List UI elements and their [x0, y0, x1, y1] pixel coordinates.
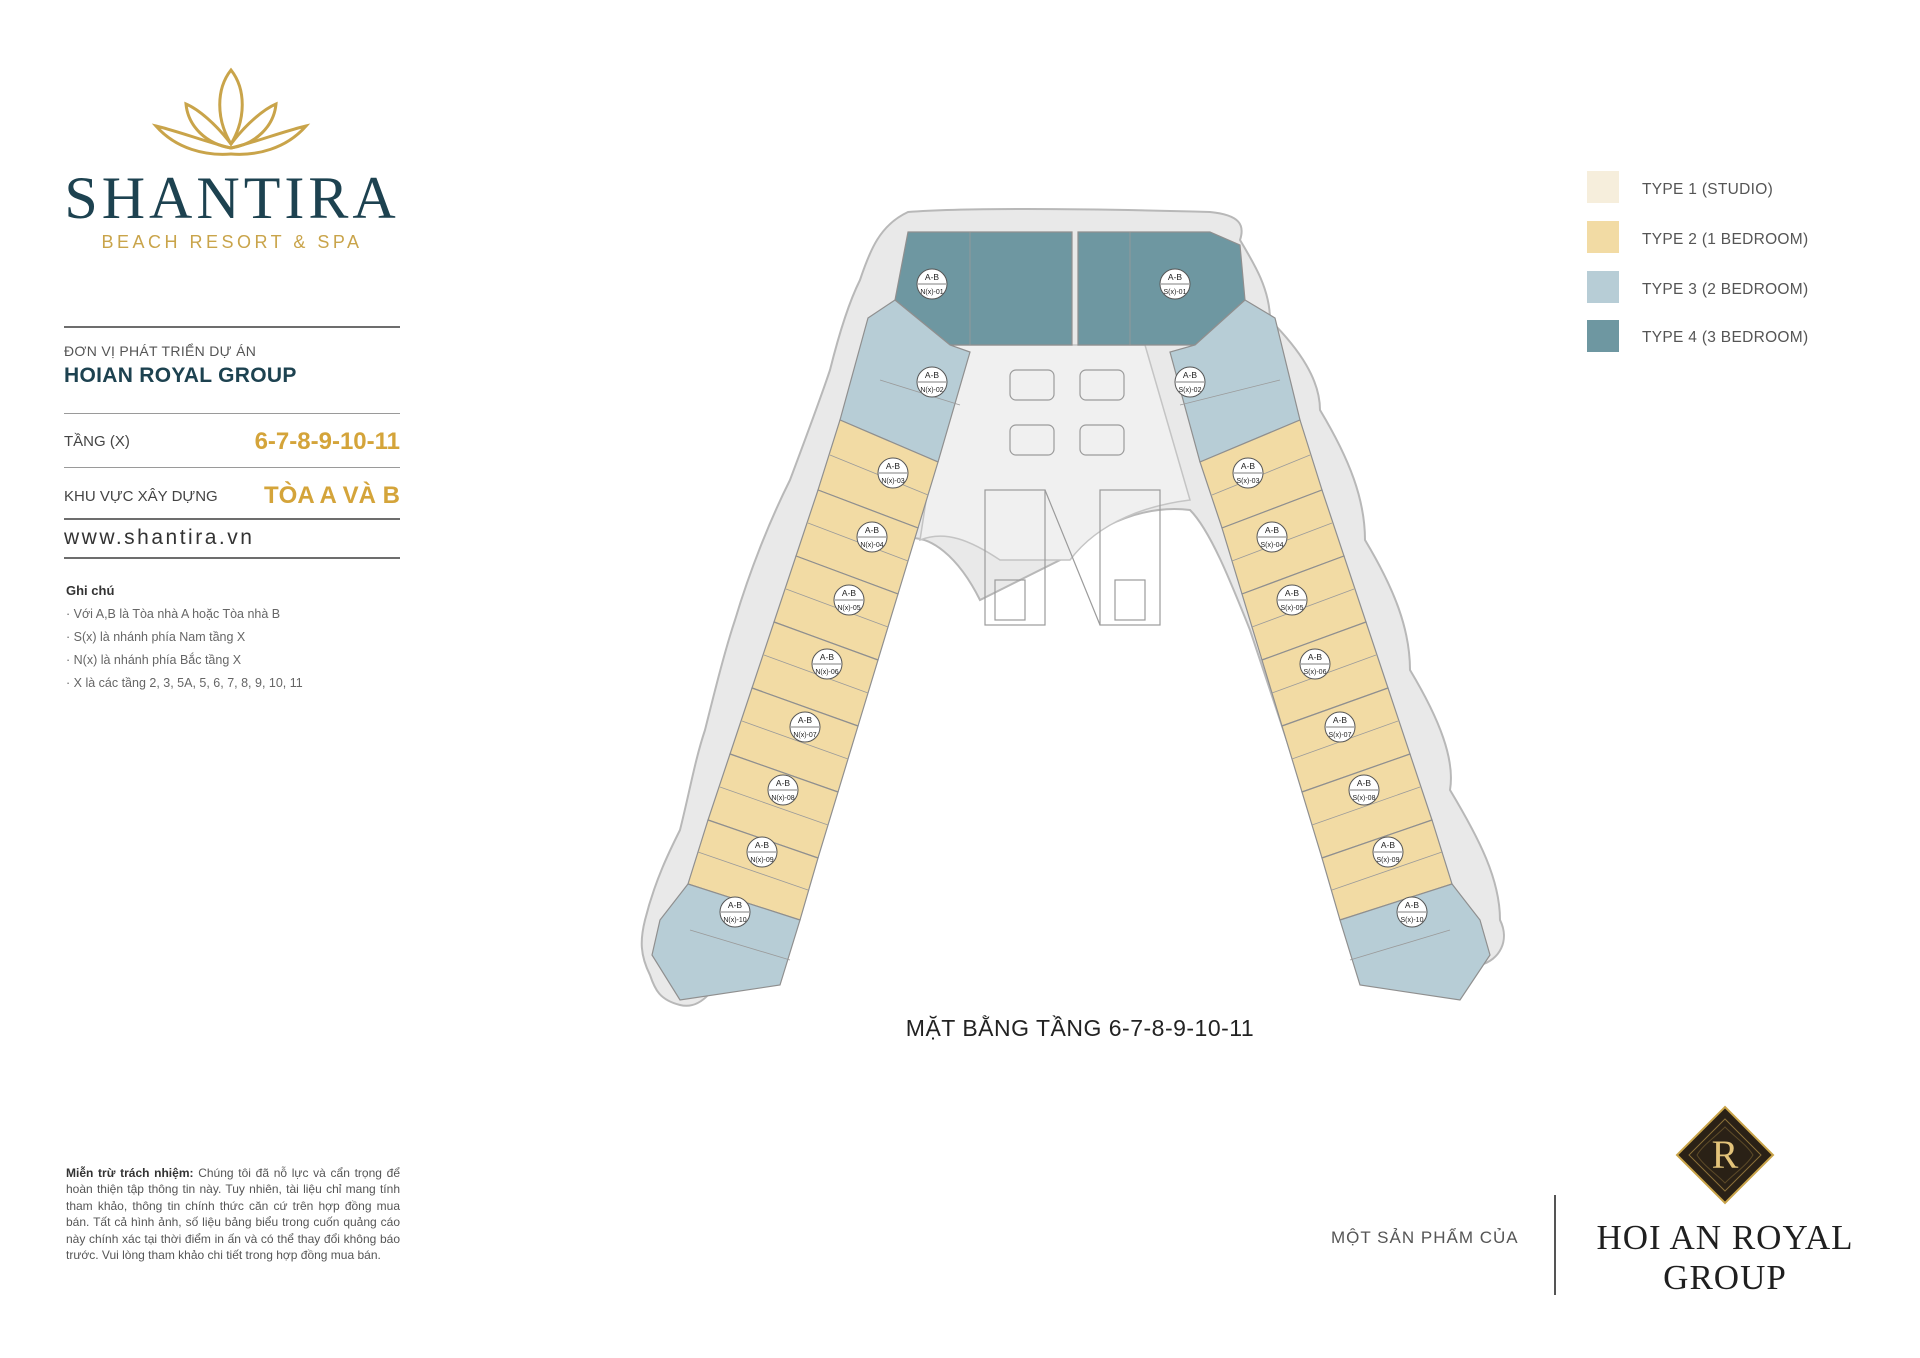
floor-value: 6-7-8-9-10-11 — [254, 428, 400, 455]
divider — [64, 413, 400, 414]
unit-tag-code: S(x)-02 — [1178, 387, 1202, 394]
divider — [64, 518, 400, 520]
unit-tag-code: S(x)-07 — [1328, 732, 1352, 739]
unit-tag-building: A-B — [1404, 900, 1420, 910]
legend-swatch-type3 — [1587, 271, 1619, 303]
unit-tag-building: A-B — [1240, 461, 1256, 471]
unit-tag-building: A-B — [885, 461, 901, 471]
unit-tag-code: S(x)-09 — [1376, 857, 1400, 864]
unit-tag-building: A-B — [1307, 652, 1323, 662]
unit-tag-building: A-B — [1167, 272, 1183, 282]
unit-tag-building: A-B — [1264, 525, 1280, 535]
unit-tag-code: S(x)-01 — [1163, 289, 1187, 296]
zone-value: TÒA A VÀ B — [264, 482, 400, 509]
legend-label-type3: TYPE 3 (2 BEDROOM) — [1642, 281, 1809, 298]
unit-tag-building: A-B — [754, 840, 770, 850]
unit-tag-code: N(x)-10 — [723, 917, 747, 924]
legend-swatch-type2 — [1587, 221, 1619, 253]
divider — [64, 467, 400, 468]
unit-tag-code: N(x)-09 — [750, 857, 774, 864]
unit-tag-building: A-B — [1284, 588, 1300, 598]
group-name-line1: HOI AN ROYAL — [1596, 1218, 1854, 1257]
unit-tag-building: A-B — [797, 715, 813, 725]
disclaimer-body: Chúng tôi đã nỗ lực và cẩn trọng để hoàn thiện tập thông tin này. Tuy nhiên, tài liệu chỉ mang tính tham khảo, thông tin chính thức căn cứ trên hợp đồng mua bán. Tất cả hình ảnh, số liệu bảng biểu trong cuốn quảng cáo này chính xác tại thời điểm in ấn và có thể thay đổi không báo trước. Vui lòng tham khảo chi tiết trong hợp đồng mua bán. — [66, 1166, 401, 1263]
legend-label-type4: TYPE 4 (3 BEDROOM) — [1642, 329, 1809, 346]
r-monogram-icon — [1675, 1105, 1775, 1205]
unit-tag-building: A-B — [819, 652, 835, 662]
divider — [64, 326, 400, 328]
note-item: · S(x) là nhánh phía Nam tầng X — [66, 630, 246, 644]
unit-tag-building: A-B — [1182, 370, 1198, 380]
unit-tag-building: A-B — [924, 272, 940, 282]
legend-label-type2: TYPE 2 (1 BEDROOM) — [1642, 231, 1809, 248]
floor-label: TẦNG (X) — [64, 433, 130, 450]
disclaimer-heading: Miễn trừ trách nhiệm: — [66, 1166, 194, 1180]
legend-swatch-type4 — [1587, 320, 1619, 352]
divider — [64, 557, 400, 559]
unit-tag-code: N(x)-03 — [881, 478, 905, 485]
unit-tag-code: N(x)-06 — [815, 669, 839, 676]
plan-title: MẶT BẰNG TẦNG 6-7-8-9-10-11 — [905, 1015, 1255, 1041]
unit-tag-code: N(x)-04 — [860, 542, 884, 549]
note-item: · X là các tầng 2, 3, 5A, 5, 6, 7, 8, 9, 10, 11 — [66, 676, 303, 690]
unit-tag-code: N(x)-02 — [920, 387, 944, 394]
zone-label: KHU VỰC XÂY DỰNG — [64, 488, 218, 505]
unit-tag-building: A-B — [1356, 778, 1372, 788]
unit-tag-code: S(x)-03 — [1236, 478, 1260, 485]
brand-tagline: BEACH RESORT & SPA — [101, 232, 363, 252]
unit-tag-building: A-B — [841, 588, 857, 598]
unit-tag-code: S(x)-05 — [1280, 605, 1304, 612]
unit-tag-code: N(x)-01 — [920, 289, 944, 296]
notes-title: Ghi chú — [66, 583, 115, 598]
unit-tag-building: A-B — [775, 778, 791, 788]
unit-tag-code: N(x)-08 — [771, 795, 795, 802]
website-link[interactable]: www.shantira.vn — [64, 526, 255, 549]
product-of-label: MỘT SẢN PHẨM CỦA — [1331, 1228, 1519, 1247]
legend-swatch-type1 — [1587, 171, 1619, 203]
note-item: · Với A,B là Tòa nhà A hoặc Tòa nhà B — [66, 607, 281, 621]
unit-tag-code: N(x)-07 — [793, 732, 817, 739]
unit-tag-building: A-B — [924, 370, 940, 380]
unit-tag-building: A-B — [1332, 715, 1348, 725]
legend-label-type1: TYPE 1 (STUDIO) — [1642, 181, 1774, 198]
floor-plan — [640, 205, 1560, 1025]
footer-divider — [1554, 1195, 1556, 1295]
unit-tag-code: N(x)-05 — [837, 605, 861, 612]
unit-tag-code: S(x)-04 — [1260, 542, 1284, 549]
developer-name: HOIAN ROYAL GROUP — [64, 364, 297, 387]
unit-tag-code: S(x)-06 — [1303, 669, 1327, 676]
developer-label: ĐƠN VỊ PHÁT TRIỂN DỰ ÁN — [64, 343, 257, 359]
brand-name: SHANTIRA — [64, 165, 400, 231]
note-item: · N(x) là nhánh phía Bắc tầng X — [66, 653, 242, 667]
lotus-icon — [146, 64, 316, 164]
unit-tag-building: A-B — [1380, 840, 1396, 850]
unit-tag-code: S(x)-08 — [1352, 795, 1376, 802]
group-name — [1570, 1218, 1880, 1298]
unit-tag-code: S(x)-10 — [1400, 917, 1424, 924]
unit-tag-building: A-B — [864, 525, 880, 535]
svg-text:R: R — [1711, 1132, 1739, 1177]
group-name-line2: GROUP — [1663, 1258, 1787, 1297]
disclaimer — [66, 1165, 400, 1263]
unit-tag-building: A-B — [727, 900, 743, 910]
